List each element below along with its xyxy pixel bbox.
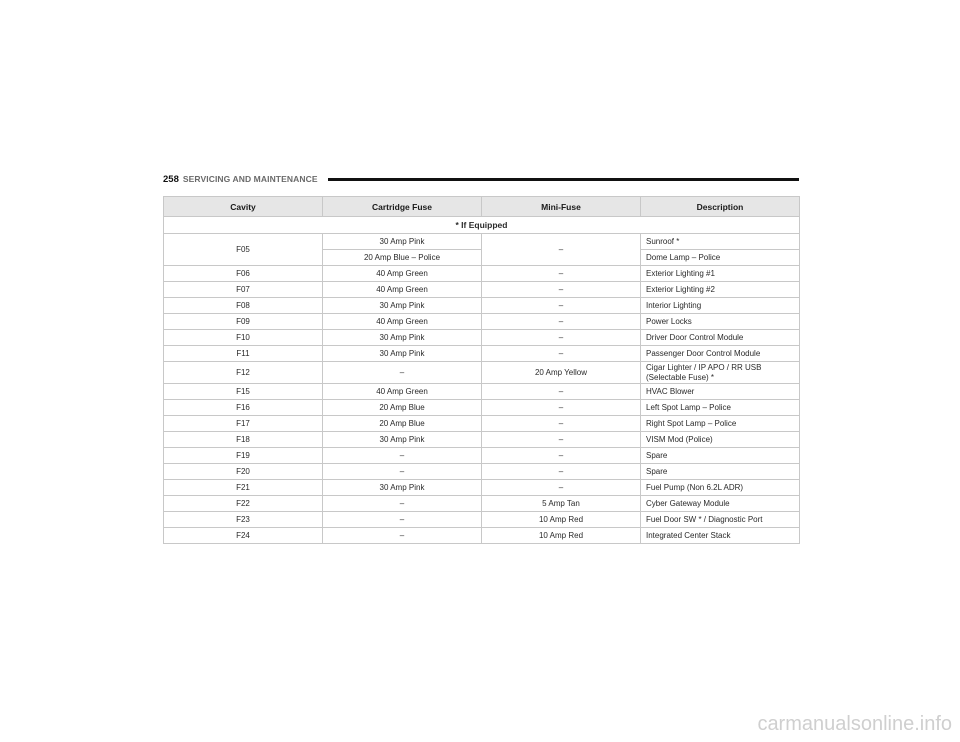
cavity-cell: F11 [164, 346, 323, 362]
cavity-cell: F18 [164, 432, 323, 448]
cavity-cell: F23 [164, 512, 323, 528]
cavity-cell: F19 [164, 448, 323, 464]
cavity-cell: F22 [164, 496, 323, 512]
cavity-cell: F10 [164, 330, 323, 346]
cavity-cell: F08 [164, 298, 323, 314]
cavity-cell: F06 [164, 266, 323, 282]
description-cell: Exterior Lighting #1 [641, 266, 800, 282]
cartridge-fuse-cell: – [323, 528, 482, 544]
mini-fuse-cell: 10 Amp Red [482, 512, 641, 528]
mini-fuse-cell: – [482, 346, 641, 362]
mini-fuse-cell: – [482, 314, 641, 330]
section-title: SERVICING AND MAINTENANCE [182, 174, 318, 184]
description-cell: Fuel Door SW * / Diagnostic Port [641, 512, 800, 528]
description-cell: Cigar Lighter / IP APO / RR USB (Selectable Fuse) * [641, 362, 800, 384]
description-cell: Dome Lamp – Police [641, 250, 800, 266]
table-header-row [164, 197, 800, 217]
cartridge-fuse-cell: – [323, 464, 482, 480]
cartridge-fuse-cell: – [323, 448, 482, 464]
cartridge-fuse-cell: 30 Amp Pink [323, 480, 482, 496]
cavity-cell: F24 [164, 528, 323, 544]
header-rule [328, 178, 799, 181]
description-cell: VISM Mod (Police) [641, 432, 800, 448]
mini-fuse-cell: 10 Amp Red [482, 528, 641, 544]
cavity-cell: F16 [164, 400, 323, 416]
cartridge-fuse-cell: – [323, 496, 482, 512]
cavity-cell: F12 [164, 362, 323, 384]
page-header [163, 172, 799, 186]
table-note-row [164, 217, 800, 234]
mini-fuse-cell: – [482, 330, 641, 346]
cartridge-fuse-cell: 20 Amp Blue [323, 400, 482, 416]
cartridge-fuse-cell: – [323, 362, 482, 384]
table-row [164, 496, 800, 512]
cartridge-fuse-cell: 30 Amp Pink [323, 330, 482, 346]
cartridge-fuse-cell: 40 Amp Green [323, 282, 482, 298]
mini-fuse-cell: – [482, 384, 641, 400]
description-cell: Power Locks [641, 314, 800, 330]
column-header-cartridge-fuse: Cartridge Fuse [323, 197, 482, 217]
table-row [164, 314, 800, 330]
table-row [164, 330, 800, 346]
mini-fuse-cell: – [482, 432, 641, 448]
table-row [164, 528, 800, 544]
description-cell: Interior Lighting [641, 298, 800, 314]
cartridge-fuse-cell: 30 Amp Pink [323, 234, 482, 250]
cartridge-fuse-cell: 30 Amp Pink [323, 346, 482, 362]
table-body [164, 217, 800, 544]
table-row [164, 234, 800, 250]
mini-fuse-cell: – [482, 416, 641, 432]
mini-fuse-cell: 20 Amp Yellow [482, 362, 641, 384]
cavity-cell: F15 [164, 384, 323, 400]
table-row [164, 298, 800, 314]
cartridge-fuse-cell: 20 Amp Blue – Police [323, 250, 482, 266]
description-cell: Sunroof * [641, 234, 800, 250]
cartridge-fuse-cell: 40 Amp Green [323, 314, 482, 330]
watermark: carmanualsonline.info [757, 713, 952, 735]
cartridge-fuse-cell: 40 Amp Green [323, 384, 482, 400]
description-cell: Spare [641, 448, 800, 464]
table-row [164, 384, 800, 400]
mini-fuse-cell: – [482, 234, 641, 266]
mini-fuse-cell: – [482, 480, 641, 496]
description-cell: Cyber Gateway Module [641, 496, 800, 512]
cavity-cell: F17 [164, 416, 323, 432]
cavity-cell: F09 [164, 314, 323, 330]
description-cell: Spare [641, 464, 800, 480]
mini-fuse-cell: 5 Amp Tan [482, 496, 641, 512]
mini-fuse-cell: – [482, 298, 641, 314]
column-header-mini-fuse: Mini-Fuse [482, 197, 641, 217]
mini-fuse-cell: – [482, 400, 641, 416]
table-row [164, 400, 800, 416]
description-cell: Left Spot Lamp – Police [641, 400, 800, 416]
description-cell: Passenger Door Control Module [641, 346, 800, 362]
cartridge-fuse-cell: 30 Amp Pink [323, 298, 482, 314]
table-row [164, 346, 800, 362]
table-row [164, 464, 800, 480]
mini-fuse-cell: – [482, 282, 641, 298]
table-row [164, 432, 800, 448]
cartridge-fuse-cell: 40 Amp Green [323, 266, 482, 282]
description-cell: HVAC Blower [641, 384, 800, 400]
mini-fuse-cell: – [482, 448, 641, 464]
table-row [164, 362, 800, 384]
table-row [164, 480, 800, 496]
page-number: 258 [163, 173, 179, 185]
description-cell: Right Spot Lamp – Police [641, 416, 800, 432]
cartridge-fuse-cell: 20 Amp Blue [323, 416, 482, 432]
column-header-description: Description [641, 197, 800, 217]
description-cell: Fuel Pump (Non 6.2L ADR) [641, 480, 800, 496]
cartridge-fuse-cell: – [323, 512, 482, 528]
table-row [164, 266, 800, 282]
cavity-cell: F21 [164, 480, 323, 496]
table-row [164, 448, 800, 464]
table-row [164, 282, 800, 298]
mini-fuse-cell: – [482, 266, 641, 282]
column-header-cavity: Cavity [164, 197, 323, 217]
table-row [164, 416, 800, 432]
fuse-table [163, 196, 800, 544]
cavity-cell: F07 [164, 282, 323, 298]
table-row [164, 512, 800, 528]
description-cell: Driver Door Control Module [641, 330, 800, 346]
cavity-cell: F05 [164, 234, 323, 266]
description-cell: Integrated Center Stack [641, 528, 800, 544]
cartridge-fuse-cell: 30 Amp Pink [323, 432, 482, 448]
mini-fuse-cell: – [482, 464, 641, 480]
if-equipped-note: * If Equipped [164, 217, 800, 234]
cavity-cell: F20 [164, 464, 323, 480]
description-cell: Exterior Lighting #2 [641, 282, 800, 298]
